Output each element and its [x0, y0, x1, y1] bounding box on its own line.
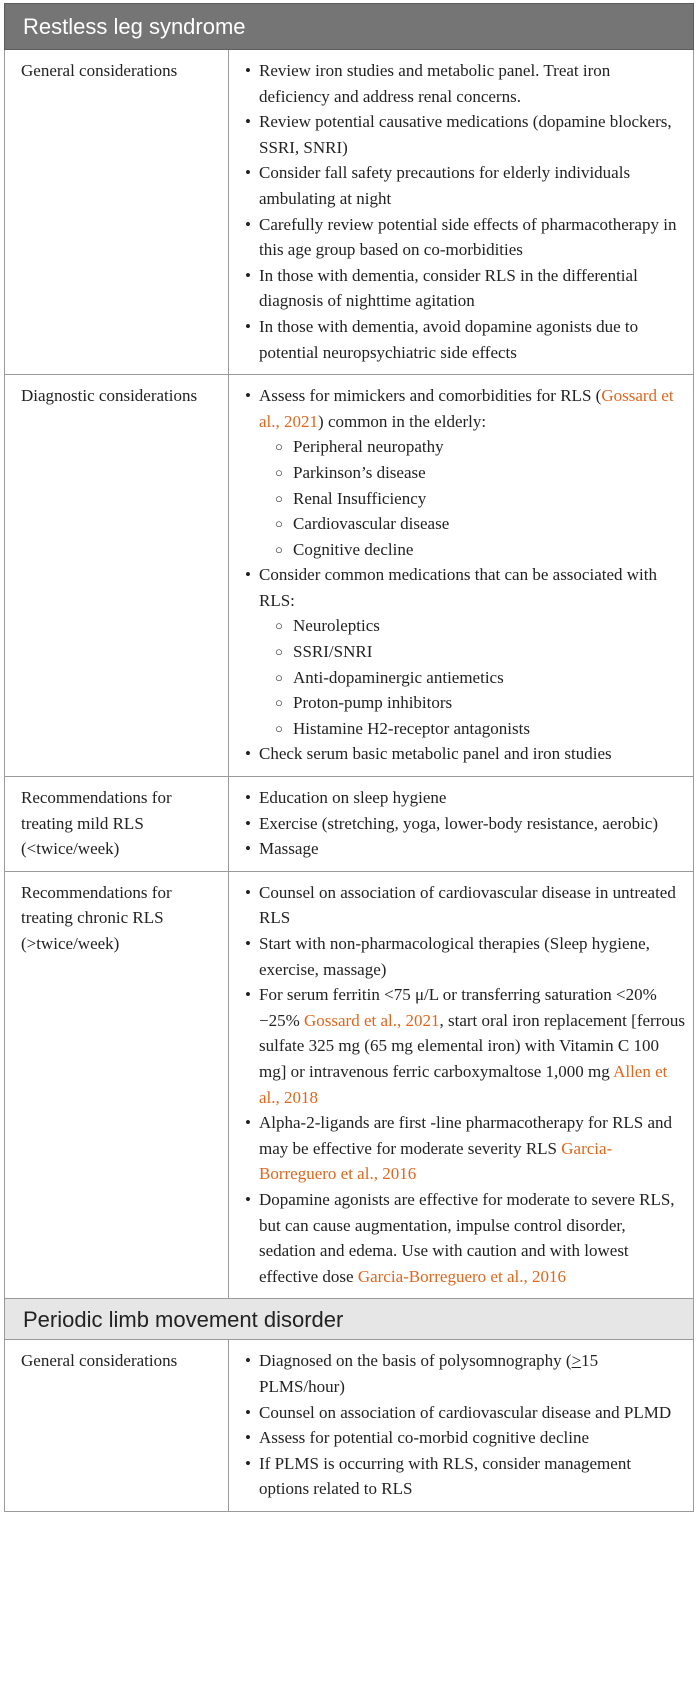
sub-list-item: ○ Parkinson’s disease — [259, 460, 685, 486]
list-item: • Dopamine agonists are effective for moderate to severe RLS, but can cause augmentation, impulse control disorder, sedation and edema. Use with caution and with lowest effective dose Garcia-Borreguero et al., 2016 — [245, 1187, 685, 1289]
section-title: Periodic limb movement disorder — [5, 1299, 694, 1340]
citation-link[interactable]: Gossard et al., 2021 — [259, 386, 674, 431]
sub-list-item: ○ Histamine H2-receptor antagonists — [259, 716, 685, 742]
row-content — [229, 375, 694, 777]
sub-list-item: ○ Cognitive decline — [259, 537, 685, 563]
list-item: • Education on sleep hygiene — [245, 785, 685, 811]
section-header-plmd — [5, 1299, 694, 1340]
list-item: • Assess for mimickers and comorbidities for RLS (Gossard et al., 2021) common in the elderly: ○ Peripheral neuropathy ○ Parkinson’s disease ○ Renal Insufficiency ○ Cardiovascular disease ○ Cognitive decline — [245, 383, 685, 562]
greater-equal-symbol: > — [571, 1351, 582, 1371]
citation-link[interactable]: Allen et al., 2018 — [259, 1061, 668, 1107]
list-item: • In those with dementia, avoid dopamine agonists due to potential neuropsychiatric side effects — [245, 314, 685, 365]
recommendations-table — [4, 3, 694, 1512]
list-item: • Alpha-2-ligands are first -line pharmacotherapy for RLS and may be effective for moderate severity RLS Garcia-Borreguero et al., 2016 — [245, 1110, 685, 1187]
row-content — [229, 871, 694, 1299]
sub-list-item: ○ Proton-pump inhibitors — [259, 690, 685, 716]
list-item: • Review iron studies and metabolic panel. Treat iron deficiency and address renal concerns. — [245, 58, 685, 109]
list-item: • If PLMS is occurring with RLS, consider management options related to RLS — [245, 1451, 685, 1502]
list-item: • Carefully review potential side effects of pharmacotherapy in this age group based on co-morbidities — [245, 212, 685, 263]
list-item: • Diagnosed on the basis of polysomnography (>15 PLMS/hour) — [245, 1348, 685, 1399]
table-row — [5, 777, 694, 872]
list-item: • Counsel on association of cardiovascular disease in untreated RLS — [245, 880, 685, 931]
section-title: Restless leg syndrome — [5, 4, 694, 50]
sub-list-item: ○ Renal Insufficiency — [259, 486, 685, 512]
sub-list-item: ○ Peripheral neuropathy — [259, 434, 685, 460]
row-label: Diagnostic considerations — [5, 375, 229, 777]
sub-list-item: ○ Anti-dopaminergic antiemetics — [259, 665, 685, 691]
table-row — [5, 1340, 694, 1512]
list-item: • Consider fall safety precautions for elderly individuals ambulating at night — [245, 160, 685, 211]
sub-list-item: ○ Cardiovascular disease — [259, 511, 685, 537]
row-content — [229, 777, 694, 872]
citation-link[interactable]: Garcia-Borreguero et al., 2016 — [259, 1138, 613, 1184]
sub-list-item: ○ Neuroleptics — [259, 613, 685, 639]
list-item: • Exercise (stretching, yoga, lower-body resistance, aerobic) — [245, 811, 685, 837]
list-item: • Counsel on association of cardiovascular disease and PLMD — [245, 1400, 685, 1426]
section-header-rls — [5, 4, 694, 50]
list-item: • Review potential causative medications (dopamine blockers, SSRI, SNRI) — [245, 109, 685, 160]
citation-link[interactable]: Garcia-Borreguero et al., 2016 — [357, 1266, 566, 1286]
row-label: Recommendations for treating mild RLS (<twice/week) — [5, 777, 229, 872]
row-content — [229, 50, 694, 375]
list-item: • Consider common medications that can be associated with RLS: ○ Neuroleptics ○ SSRI/SNRI ○ Anti-dopaminergic antiemetics ○ Proton-pump inhibitors ○ Histamine H2-receptor antagonists — [245, 562, 685, 741]
list-item: • Start with non-pharmacological therapies (Sleep hygiene, exercise, massage) — [245, 931, 685, 982]
sub-list-item: ○ SSRI/SNRI — [259, 639, 685, 665]
row-content — [229, 1340, 694, 1512]
table-row — [5, 375, 694, 777]
citation-link[interactable]: Gossard et al., 2021 — [304, 1010, 440, 1030]
list-item: • In those with dementia, consider RLS in the differential diagnosis of nighttime agitation — [245, 263, 685, 314]
list-item: • For serum ferritin <75 μ/L or transferring saturation <20%−25% Gossard et al., 2021, start oral iron replacement [ferrous sulfate 325 mg (65 mg elemental iron) with Vitamin C 100 mg] or intravenous ferric carboxymaltose 1,000 mg Allen et al., 2018 — [245, 982, 685, 1110]
table-row — [5, 50, 694, 375]
table-row — [5, 871, 694, 1299]
list-item: • Check serum basic metabolic panel and iron studies — [245, 741, 685, 767]
row-label: General considerations — [5, 50, 229, 375]
list-item: • Massage — [245, 836, 685, 862]
row-label: General considerations — [5, 1340, 229, 1512]
row-label: Recommendations for treating chronic RLS (>twice/week) — [5, 871, 229, 1299]
list-item: • Assess for potential co-morbid cognitive decline — [245, 1425, 685, 1451]
